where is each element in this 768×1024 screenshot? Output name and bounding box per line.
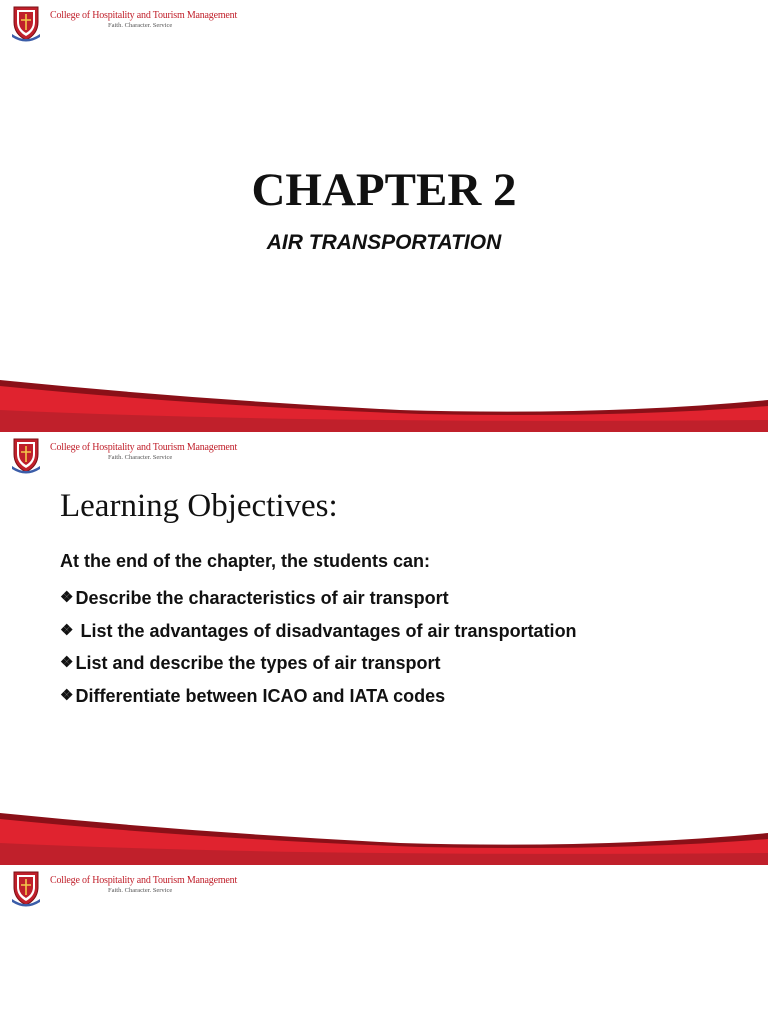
four-diamond-bullet-icon: ❖	[60, 589, 74, 607]
college-crest-icon	[12, 436, 40, 474]
four-diamond-bullet-icon: ❖	[60, 686, 74, 704]
college-crest-icon	[12, 869, 40, 907]
footer-swoosh	[0, 380, 768, 432]
college-name: College of Hospitality and Tourism Management	[50, 875, 238, 886]
college-crest-icon	[12, 4, 40, 42]
objectives-heading: Learning Objectives:	[60, 488, 338, 524]
list-item	[60, 615, 577, 648]
college-name: College of Hospitality and Tourism Management	[50, 10, 238, 21]
slide-learning-objectives	[0, 432, 768, 865]
college-motto: Faith. Character. Service	[108, 22, 173, 29]
four-diamond-bullet-icon: ❖	[60, 654, 74, 672]
objective-text: List and describe the types of air transport	[75, 653, 441, 674]
footer-swoosh	[0, 813, 768, 865]
chapter-title: CHAPTER 2	[251, 164, 517, 216]
college-motto: Faith. Character. Service	[108, 454, 173, 461]
college-motto: Faith. Character. Service	[108, 887, 173, 894]
list-item	[60, 680, 577, 713]
four-diamond-bullet-icon: ❖	[60, 621, 74, 639]
objectives-list	[60, 582, 577, 712]
college-name: College of Hospitality and Tourism Management	[50, 442, 238, 453]
list-item	[60, 582, 577, 615]
objective-text: List the advantages of disadvantages of air transportation	[75, 620, 577, 641]
slide-partial	[0, 865, 768, 1024]
slide-title	[0, 0, 768, 432]
chapter-subtitle: AIR TRANSPORTATION	[266, 231, 502, 254]
objective-text: Differentiate between ICAO and IATA codes	[75, 685, 446, 706]
objectives-intro: At the end of the chapter, the students can:	[60, 551, 431, 571]
list-item	[60, 647, 577, 680]
objective-text: Describe the characteristics of air transport	[75, 588, 449, 609]
